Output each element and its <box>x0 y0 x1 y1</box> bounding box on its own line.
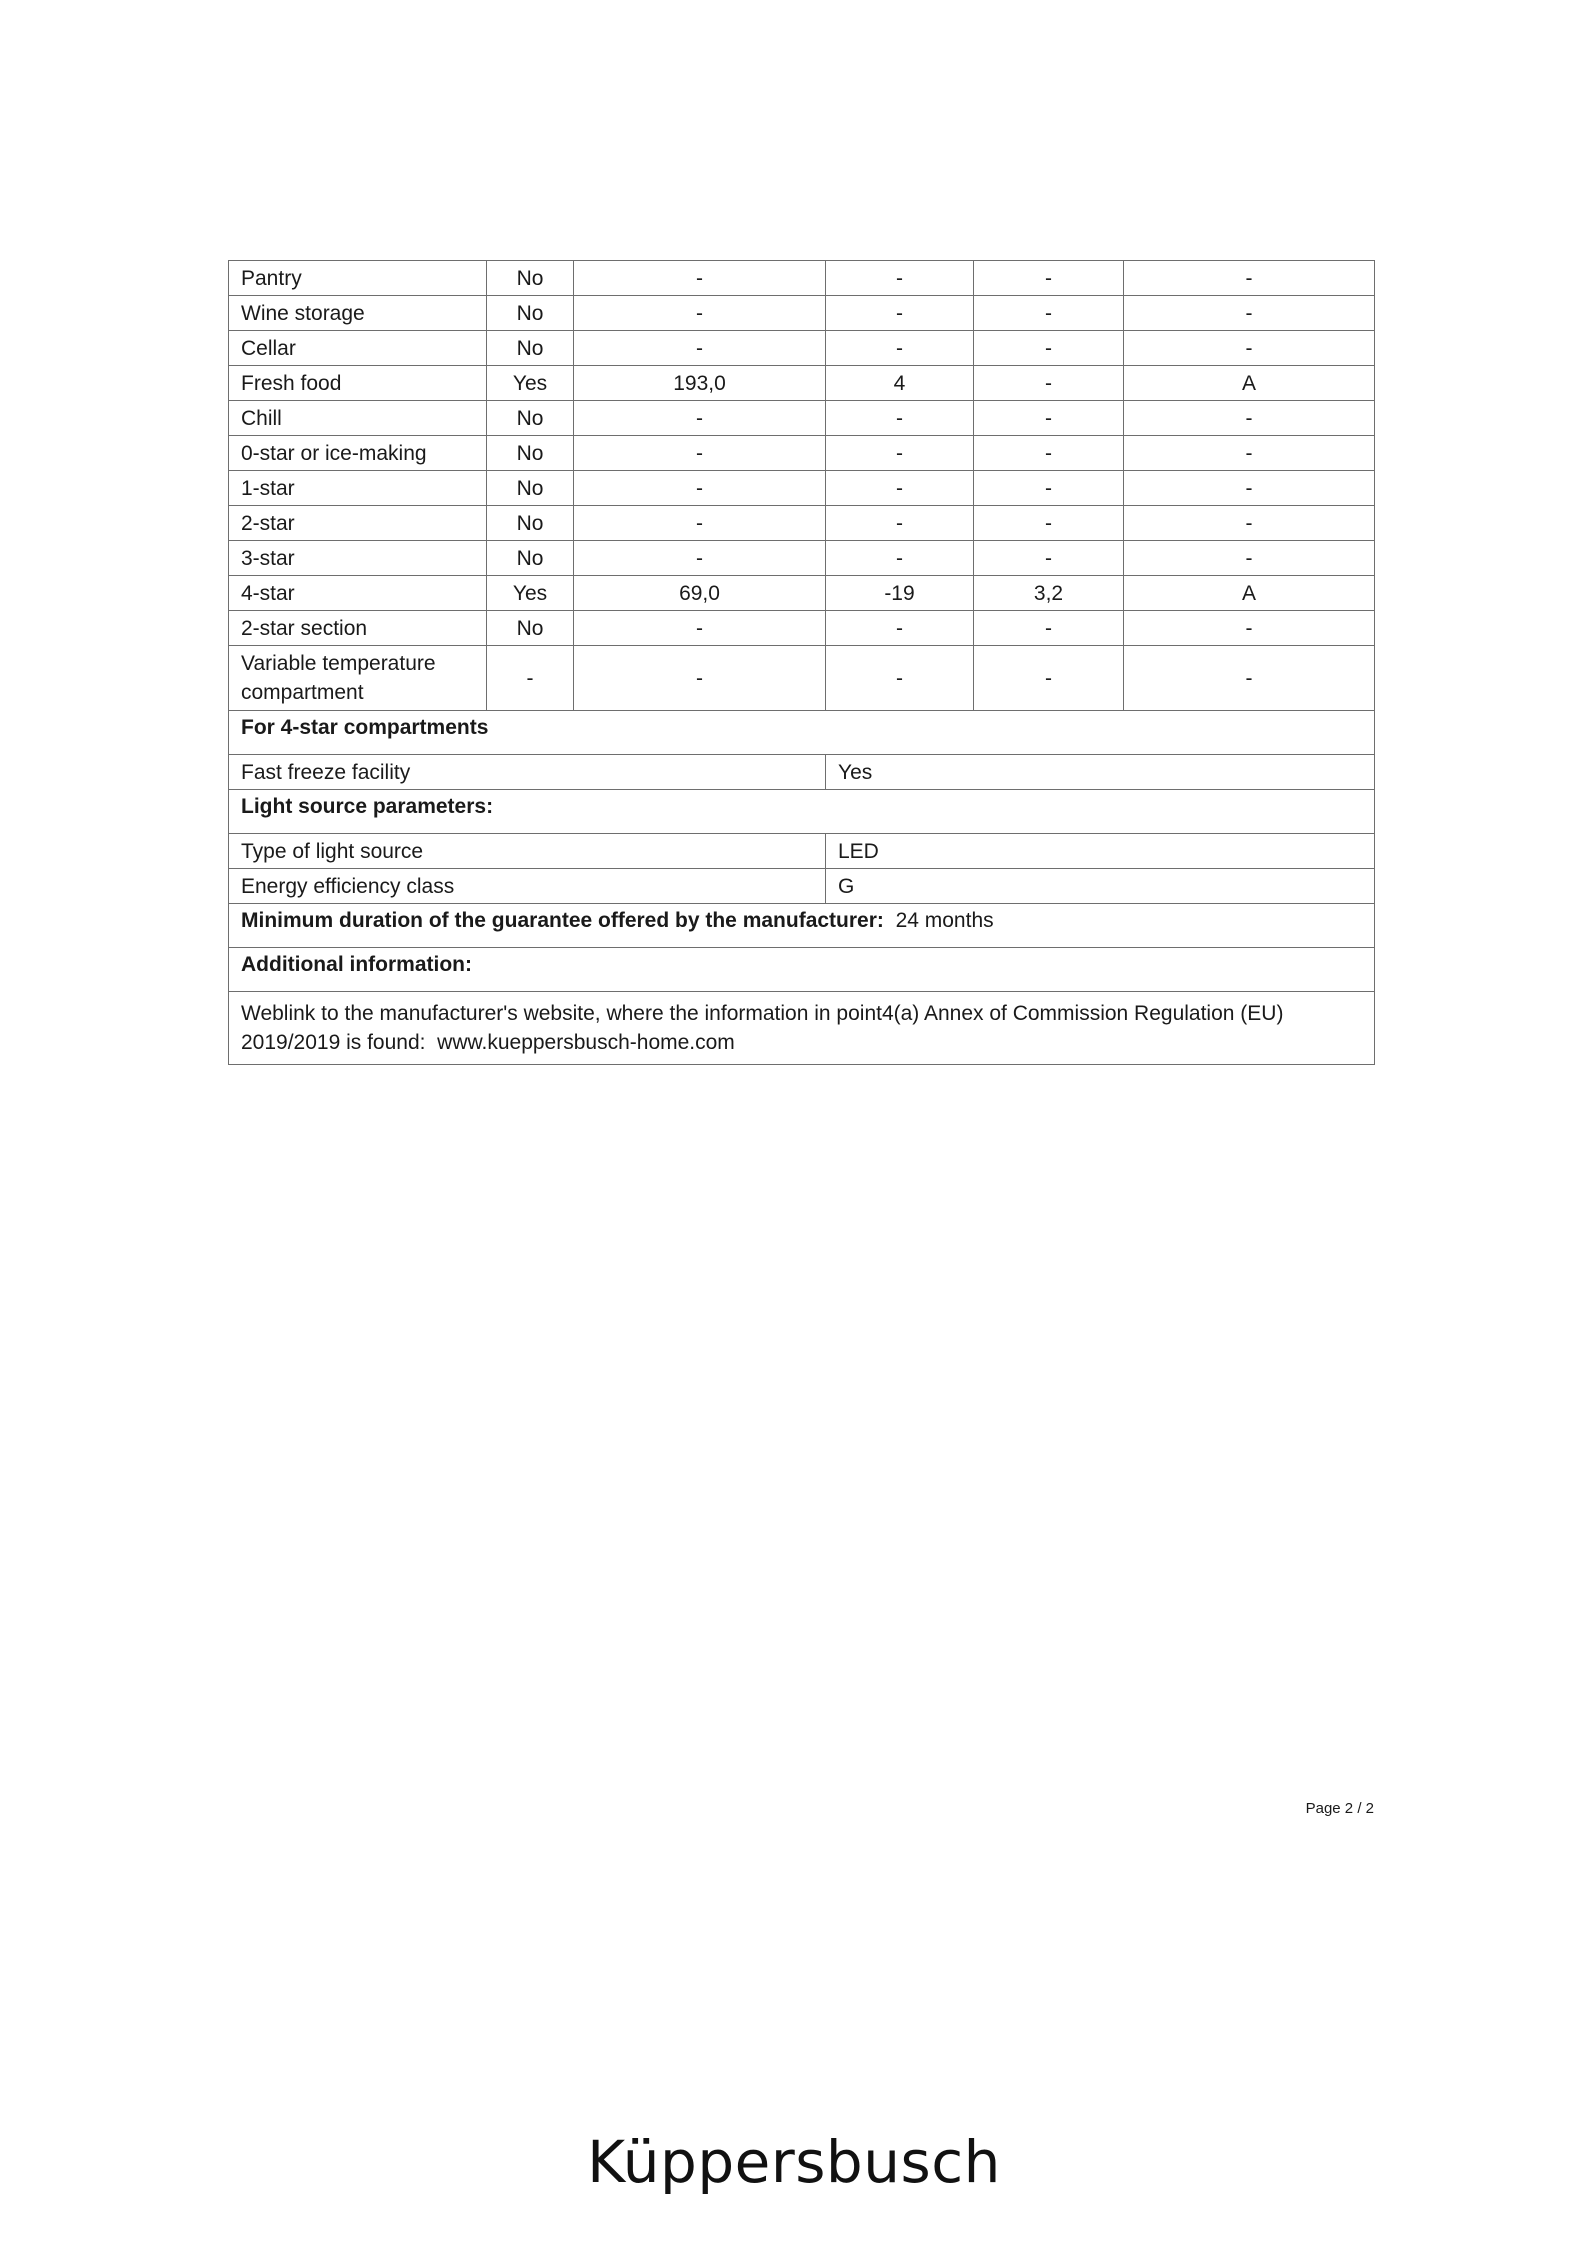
compartment-value-4: - <box>974 331 1124 366</box>
additional-info-heading: Additional information: <box>229 948 1375 992</box>
compartment-present: Yes <box>487 366 574 401</box>
compartment-value-5: - <box>1124 471 1375 506</box>
compartment-volume: 69,0 <box>574 576 826 611</box>
weblink-text: Weblink to the manufacturer's website, where the information in point4(a) Annex of Commission Regulation (EU) 2019/2019 is found: <box>241 1002 1284 1054</box>
compartment-temperature: - <box>826 261 974 296</box>
table-row <box>229 646 1375 711</box>
four-star-heading: For 4-star compartments <box>229 711 1375 755</box>
compartment-value-4: - <box>974 506 1124 541</box>
compartment-value-4: - <box>974 401 1124 436</box>
compartment-present: No <box>487 401 574 436</box>
table-row <box>229 869 1375 904</box>
compartment-value-4: - <box>974 646 1124 711</box>
energy-class-value: G <box>826 869 1375 904</box>
compartment-name: 3-star <box>229 541 487 576</box>
compartment-temperature: -19 <box>826 576 974 611</box>
table-row <box>229 296 1375 331</box>
compartment-value-4: - <box>974 611 1124 646</box>
compartment-value-4: - <box>974 296 1124 331</box>
compartment-value-5: - <box>1124 611 1375 646</box>
compartment-temperature: - <box>826 436 974 471</box>
compartment-temperature: - <box>826 646 974 711</box>
compartment-present: No <box>487 611 574 646</box>
table-row <box>229 576 1375 611</box>
compartment-volume: - <box>574 261 826 296</box>
table-row <box>229 436 1375 471</box>
compartment-present: No <box>487 436 574 471</box>
compartment-name: Pantry <box>229 261 487 296</box>
compartment-value-5: - <box>1124 331 1375 366</box>
compartment-value-5: - <box>1124 261 1375 296</box>
compartment-temperature: - <box>826 331 974 366</box>
light-type-label: Type of light source <box>229 834 826 869</box>
compartment-value-5: A <box>1124 366 1375 401</box>
guarantee-value: 24 months <box>895 909 994 932</box>
compartment-present: No <box>487 506 574 541</box>
compartment-rows <box>229 261 1375 1065</box>
compartment-temperature: 4 <box>826 366 974 401</box>
compartment-value-5: - <box>1124 296 1375 331</box>
compartment-name: Cellar <box>229 331 487 366</box>
compartment-present: No <box>487 541 574 576</box>
guarantee-row <box>229 904 1375 948</box>
section-heading-row <box>229 948 1375 992</box>
compartment-name: 2-star <box>229 506 487 541</box>
compartment-value-4: - <box>974 261 1124 296</box>
compartment-name: Chill <box>229 401 487 436</box>
compartment-temperature: - <box>826 541 974 576</box>
compartment-present: No <box>487 261 574 296</box>
table-row <box>229 541 1375 576</box>
guarantee-label: Minimum duration of the guarantee offered by the manufacturer: <box>241 909 884 932</box>
weblink-url[interactable]: www.kueppersbusch-home.com <box>437 1031 735 1054</box>
table-row <box>229 401 1375 436</box>
compartment-temperature: - <box>826 506 974 541</box>
fast-freeze-value: Yes <box>826 755 1375 790</box>
compartment-volume: - <box>574 646 826 711</box>
compartment-value-5: - <box>1124 646 1375 711</box>
compartment-volume: - <box>574 541 826 576</box>
compartment-volume: - <box>574 401 826 436</box>
compartment-volume: - <box>574 611 826 646</box>
compartment-value-5: A <box>1124 576 1375 611</box>
weblink-row <box>229 992 1375 1065</box>
table-row <box>229 755 1375 790</box>
compartment-name: Variable temperature compartment <box>229 646 487 711</box>
table-row <box>229 506 1375 541</box>
compartment-temperature: - <box>826 401 974 436</box>
compartment-volume: - <box>574 436 826 471</box>
table-row <box>229 261 1375 296</box>
compartment-value-5: - <box>1124 401 1375 436</box>
fast-freeze-label: Fast freeze facility <box>229 755 826 790</box>
table-row <box>229 471 1375 506</box>
compartment-present: No <box>487 471 574 506</box>
compartment-value-5: - <box>1124 541 1375 576</box>
compartment-volume: - <box>574 331 826 366</box>
product-information-sheet <box>228 260 1374 1065</box>
compartment-value-4: - <box>974 366 1124 401</box>
light-source-heading: Light source parameters: <box>229 790 1375 834</box>
compartment-name: Wine storage <box>229 296 487 331</box>
table-row <box>229 366 1375 401</box>
compartment-value-4: 3,2 <box>974 576 1124 611</box>
compartment-name: 4-star <box>229 576 487 611</box>
brand-logo: Küppersbusch <box>587 2128 1001 2196</box>
compartment-volume: - <box>574 506 826 541</box>
compartment-value-5: - <box>1124 436 1375 471</box>
compartment-temperature: - <box>826 296 974 331</box>
compartment-name: 1-star <box>229 471 487 506</box>
compartment-temperature: - <box>826 471 974 506</box>
compartment-value-4: - <box>974 436 1124 471</box>
compartment-temperature: - <box>826 611 974 646</box>
light-type-value: LED <box>826 834 1375 869</box>
guarantee-cell <box>229 904 1375 948</box>
table-row <box>229 834 1375 869</box>
compartment-name: 0-star or ice-making <box>229 436 487 471</box>
compartment-volume: - <box>574 471 826 506</box>
table-row <box>229 611 1375 646</box>
weblink-cell <box>229 992 1375 1065</box>
compartment-value-4: - <box>974 541 1124 576</box>
energy-class-label: Energy efficiency class <box>229 869 826 904</box>
table-row <box>229 331 1375 366</box>
compartment-present: No <box>487 296 574 331</box>
compartment-name: Fresh food <box>229 366 487 401</box>
section-heading-row <box>229 790 1375 834</box>
section-heading-row <box>229 711 1375 755</box>
compartment-present: No <box>487 331 574 366</box>
compartment-value-5: - <box>1124 506 1375 541</box>
compartment-volume: - <box>574 296 826 331</box>
page-number: Page 2 / 2 <box>1305 1800 1374 1817</box>
compartment-present: - <box>487 646 574 711</box>
compartment-name: 2-star section <box>229 611 487 646</box>
compartment-volume: 193,0 <box>574 366 826 401</box>
compartment-table <box>228 260 1375 1065</box>
compartment-value-4: - <box>974 471 1124 506</box>
compartment-present: Yes <box>487 576 574 611</box>
